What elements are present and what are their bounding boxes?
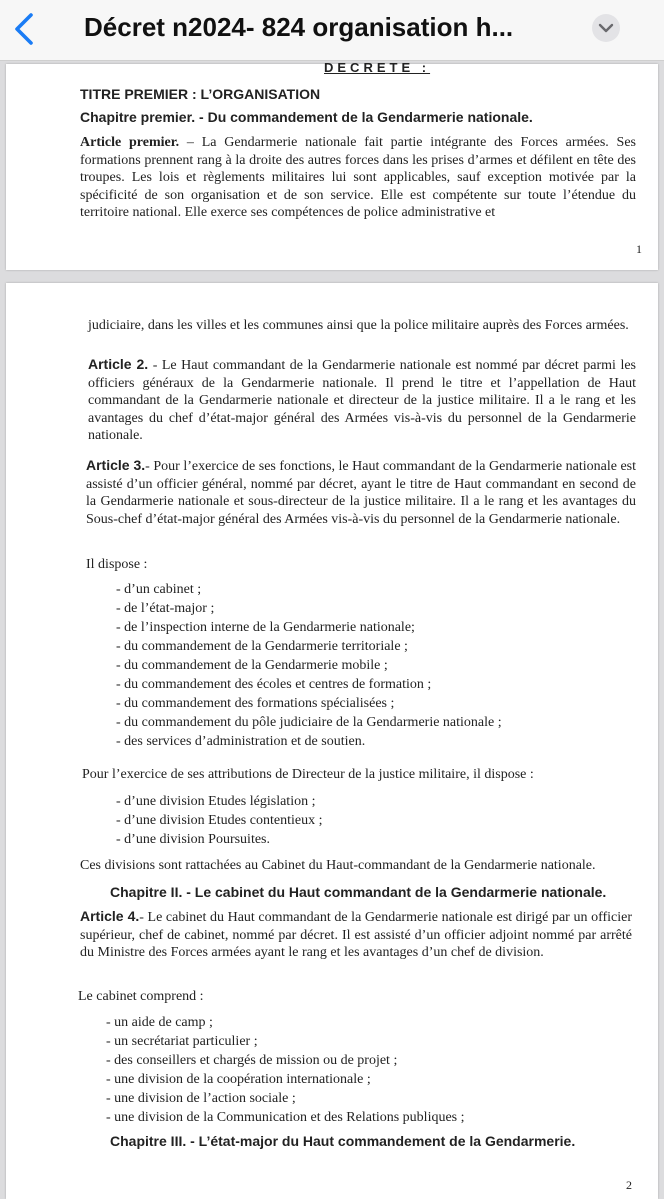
list-item: - du commandement du pôle judiciaire de la Gendarmerie nationale ; [116, 715, 502, 730]
navigation-bar [0, 0, 664, 61]
article-2-text: - Le Haut commandant de la Gendarmerie nationale est nommé par décret parmi les officiers généraux de la Gendarmerie nationale. Il prend le titre et l’appellation de Haut commandant de la Gendarmerie nationale et directeur de la justice militaire. Il a le rang et les avantages du chef d’état-major général des Armées vis-à-vis du personnel de la Gendarmerie nationale. [88, 358, 636, 444]
title-menu-chevron-icon[interactable] [592, 14, 620, 42]
divisions-note: Ces divisions sont rattachées au Cabinet du Haut-commandant de la Gendarmerie nationale. [80, 858, 596, 873]
pdf-page-2 [6, 283, 658, 1199]
article-3-text: - Pour l’exercice de ses fonctions, le Haut commandant de la Gendarmerie nationale est assisté d’un officier général, nommé par décret, ayant le titre de Haut commandant en second de la Gendarmerie nationale et sous-directeur de la justice militaire. Il a le rang et les avantages du Sous-chef d’état-major général des Armées vis-à-vis du personnel de la Gendarmerie nationale. [86, 459, 637, 527]
document-title: Décret n2024- 824 organisation h... [84, 12, 514, 42]
list-item: - un secrétariat particulier ; [106, 1034, 258, 1049]
article-4 [80, 908, 632, 962]
article-premier [80, 134, 636, 222]
list-item: - de l’état-major ; [116, 601, 215, 616]
list-item: - une division de la coopération internationale ; [106, 1072, 371, 1087]
list-item: - une division de la Communication et des Relations publiques ; [106, 1110, 465, 1125]
list-item: - du commandement des écoles et centres de formation ; [116, 677, 432, 692]
article-3 [86, 457, 636, 528]
list-item: - un aide de camp ; [106, 1015, 213, 1030]
list-item: - d’une division Etudes contentieux ; [116, 813, 323, 828]
list-item: - du commandement de la Gendarmerie mobile ; [116, 658, 388, 673]
list-item: - du commandement des formations spécialisées ; [116, 696, 395, 711]
continuation-paragraph: judiciaire, dans les villes et les communes ainsi que la police militaire auprès des Forces armées. [88, 318, 629, 333]
article-4-label: Article 4. [80, 908, 140, 924]
titre-heading: TITRE PREMIER : L’ORGANISATION [80, 86, 321, 102]
list-item: - des conseillers et chargés de mission ou de projet ; [106, 1053, 398, 1068]
article-2-label: Article 2. [88, 356, 149, 372]
chapitre-2-heading: Chapitre II. - Le cabinet du Haut commandant de la Gendarmerie nationale. [110, 884, 607, 900]
list-item: - du commandement de la Gendarmerie territoriale ; [116, 639, 408, 654]
article-4-text: - Le cabinet du Haut commandant de la Gendarmerie nationale est dirigé par un officier supérieur, chef de cabinet, nommé par décret. Il est assisté d’un officier adjoint nommé par arrêté du Ministre des Forces armées ayant le rang et les avantages d’un chef de division. [80, 910, 633, 961]
list-item: - de l’inspection interne de la Gendarmerie nationale; [116, 620, 415, 635]
justice-intro: Pour l’exercice de ses attributions de Directeur de la justice militaire, il dispose : [82, 767, 534, 782]
back-chevron-icon[interactable] [10, 12, 40, 46]
chapitre-premier-heading: Chapitre premier. - Du commandement de la Gendarmerie nationale. [80, 109, 533, 125]
article-premier-text: – La Gendarmerie nationale fait partie intégrante des Forces armées. Ses formations prennent rang à la droite des autres forces dans les prises d’armes et défilent en tête des troupes. Les lois et règlements militaires lui sont applicables, sauf exception motivée par la spécificité de son organisation et de son service. Elle est compétente sur toute l’étendue du territoire national. Elle exerce ses compétences de police administrative et [80, 135, 636, 221]
il-dispose-label: Il dispose : [86, 557, 148, 572]
pdf-page-1 [6, 60, 658, 270]
decrete-heading: DECRETE : [324, 60, 431, 75]
list-item: - une division de l’action sociale ; [106, 1091, 296, 1106]
cabinet-intro: Le cabinet comprend : [78, 989, 204, 1004]
list-item: - des services d’administration et de soutien. [116, 734, 366, 749]
list-item: - d’une division Poursuites. [116, 832, 270, 847]
list-item: - d’un cabinet ; [116, 582, 202, 597]
list-item: - d’une division Etudes législation ; [116, 794, 316, 809]
page-number: 1 [636, 242, 642, 256]
chapitre-3-heading: Chapitre III. - L’état-major du Haut commandement de la Gendarmerie. [110, 1133, 576, 1149]
article-2 [88, 356, 636, 445]
article-3-label: Article 3. [86, 457, 146, 473]
page-number: 2 [626, 1178, 632, 1192]
article-premier-label: Article premier. [80, 135, 180, 150]
